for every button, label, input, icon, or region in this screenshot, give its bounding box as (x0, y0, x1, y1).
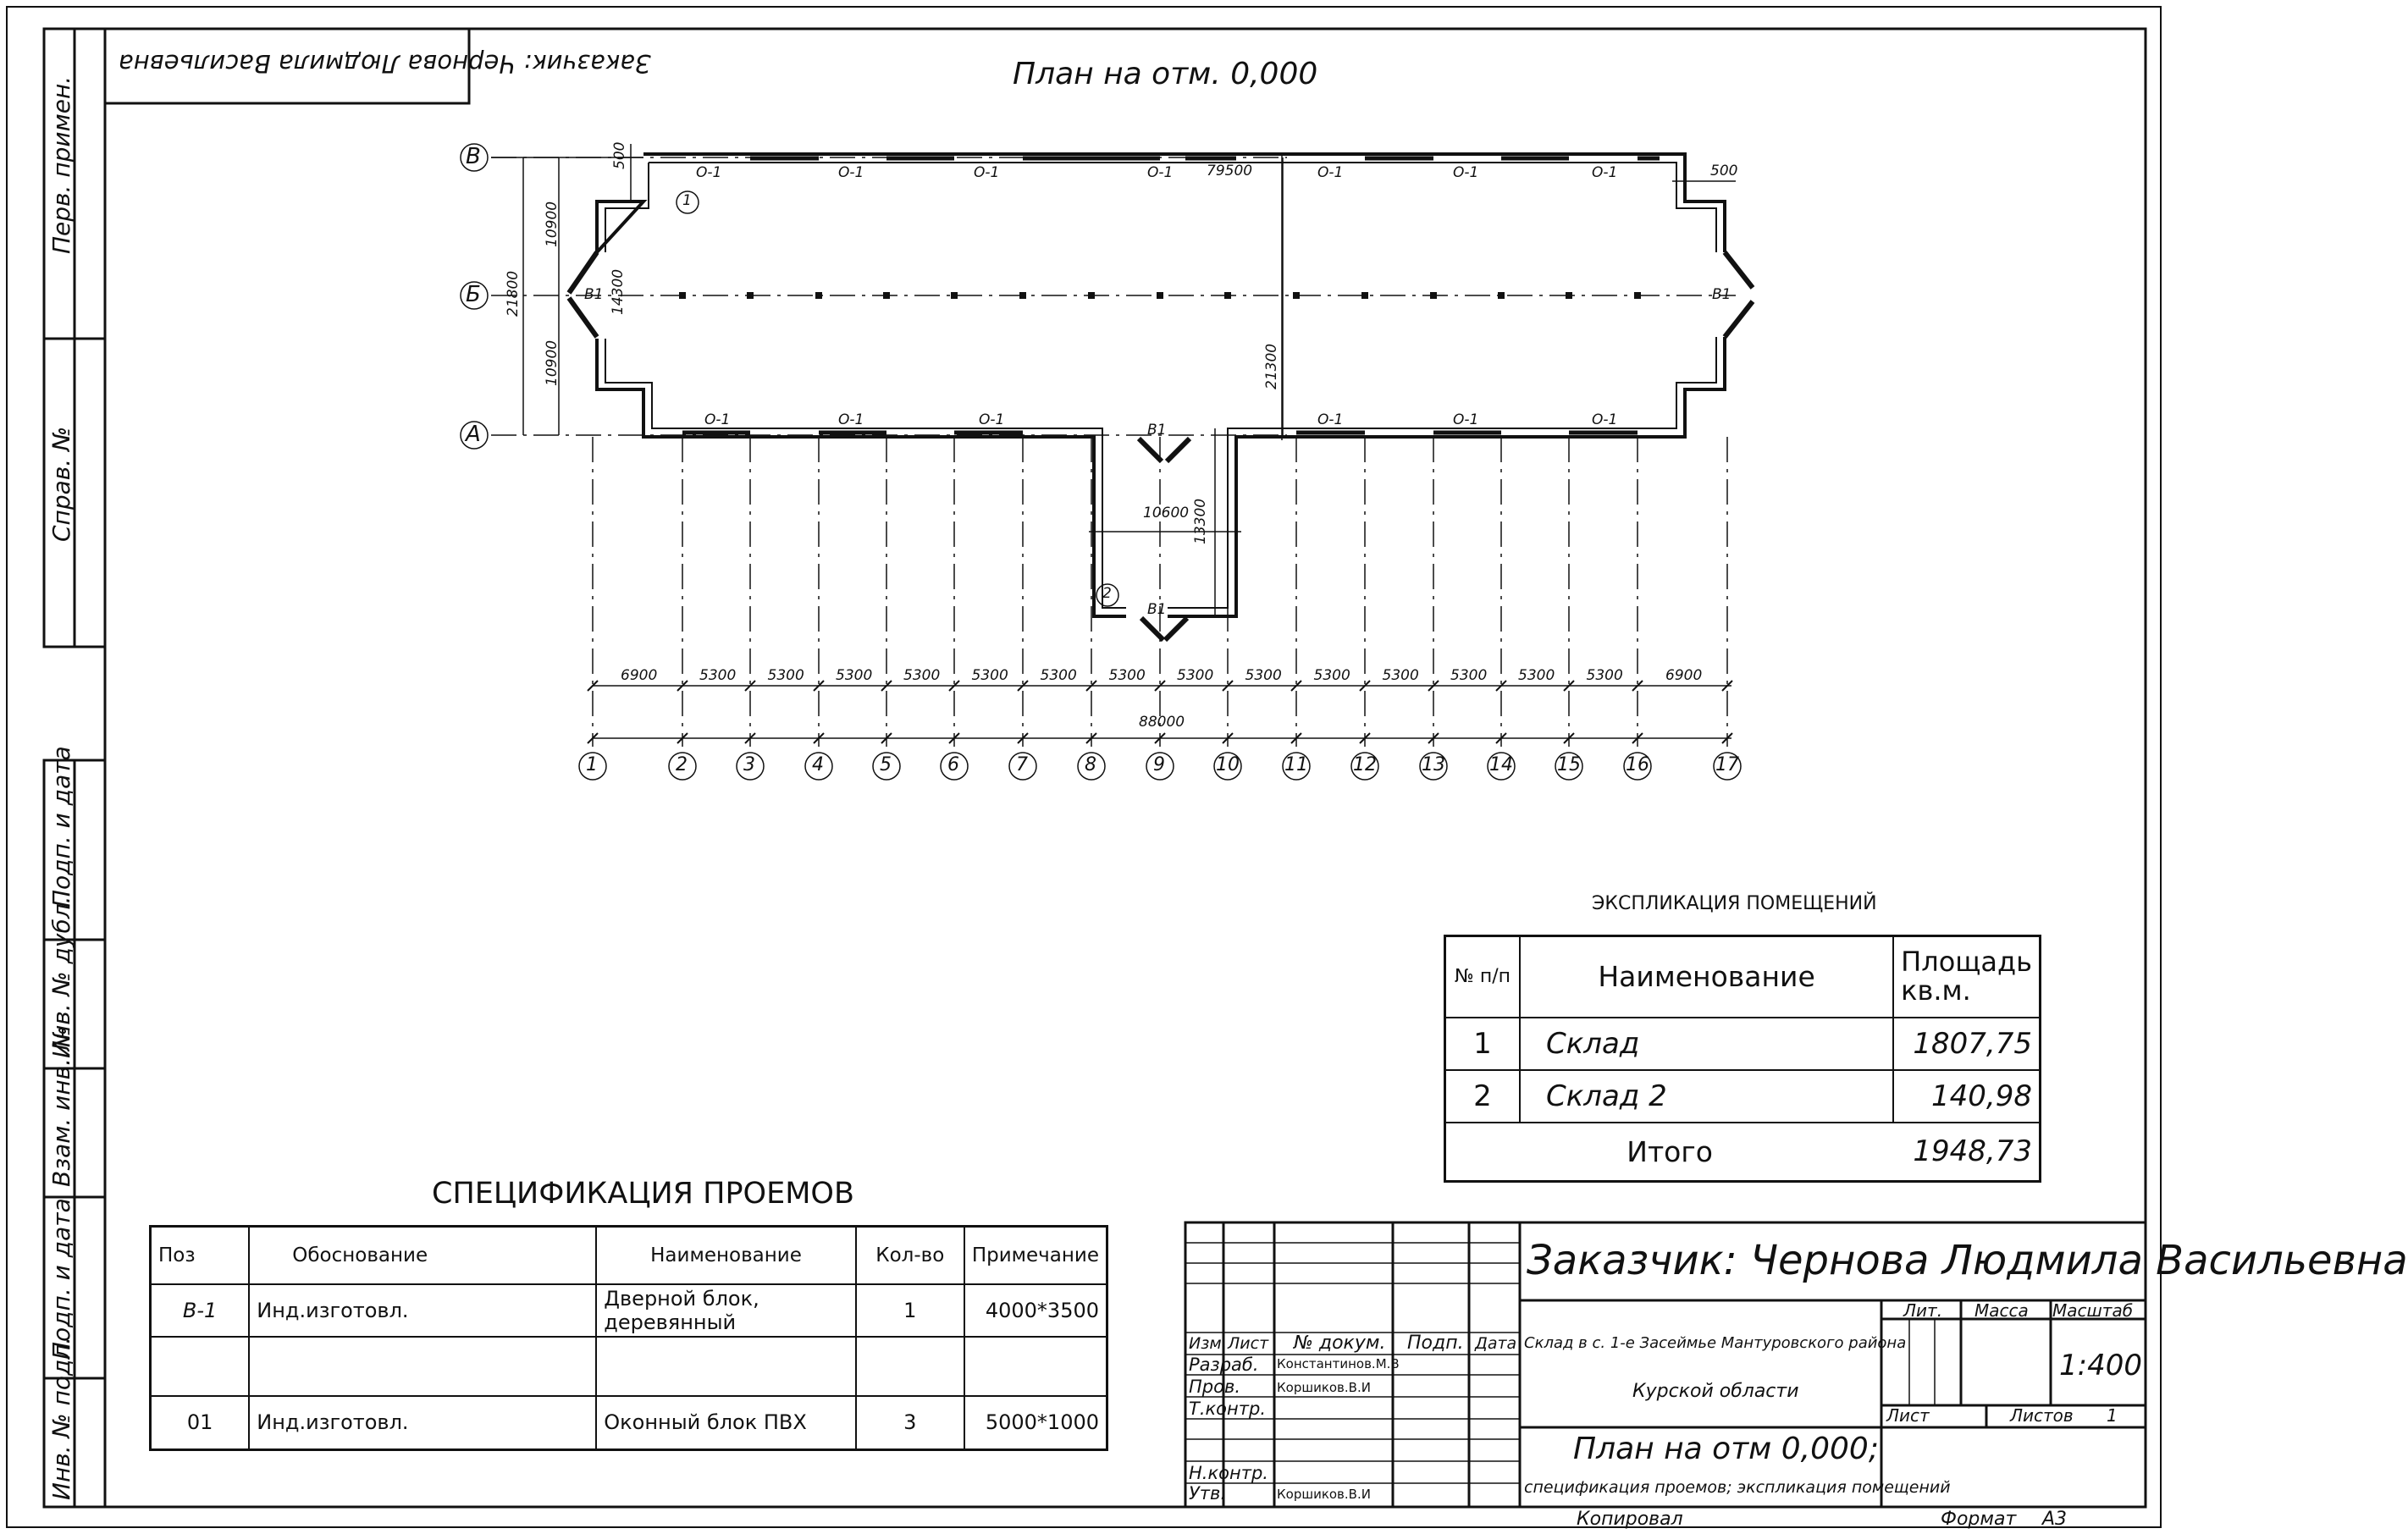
tb-object-line-1: Склад в с. 1-е Засеймье Мантуровского района (1524, 1334, 1907, 1352)
column-axis-label: 8 (1085, 754, 1096, 775)
column-axis-label: 14 (1489, 754, 1513, 775)
explication-header-num: № п/п (1445, 936, 1521, 1018)
dim-row-spacing-bottom: 10900 (544, 339, 561, 386)
tb-role: Т.контр. (1189, 1399, 1267, 1419)
window-mark: О-1 (1592, 164, 1618, 181)
column-axis-label: 5 (880, 754, 892, 775)
explication-area: 1807,75 (1893, 1018, 2040, 1070)
explication-num: 1 (1445, 1018, 1521, 1070)
dim-annex-width: 10600 (1143, 505, 1190, 521)
table-row (151, 1337, 1107, 1396)
tb-role: Утв. (1189, 1483, 1227, 1504)
door-mark: В1 (1147, 601, 1167, 618)
structural-columns (679, 292, 1641, 299)
tb-drawing-title: План на отм 0,000; (1573, 1432, 1879, 1466)
structural-column (815, 292, 822, 299)
tb-copied: Копировал (1577, 1509, 1683, 1530)
door-mark: В1 (1147, 422, 1167, 439)
spec-header-basis: Обоснование (249, 1227, 596, 1284)
explication-name: Склад (1520, 1018, 1893, 1070)
column-axis-lines (593, 437, 1727, 747)
tb-col-data: Дата (1475, 1334, 1517, 1353)
column-spacing-label: 5300 (1586, 667, 1623, 684)
column-axis-label: 7 (1016, 754, 1028, 775)
window-mark: О-1 (974, 164, 1000, 181)
column-spacing-label: 5300 (836, 667, 873, 684)
column-spacing-label: 5300 (1108, 667, 1146, 684)
spec-name: Дверной блок, деревянный (596, 1284, 855, 1337)
window-mark: О-1 (1453, 411, 1479, 428)
structural-column (747, 292, 754, 299)
column-axis-label: 9 (1153, 754, 1165, 775)
spec-note: 5000*1000 (964, 1396, 1107, 1450)
floor-plan (461, 141, 1753, 780)
door-mark: В1 (1712, 286, 1731, 303)
room-2-label: 2 (1102, 585, 1112, 602)
tb-lit-label: Лит. (1903, 1300, 1943, 1321)
column-spacing-label: 5300 (1518, 667, 1555, 684)
explication-table (1444, 935, 2041, 1183)
structural-column (1430, 292, 1437, 299)
column-spacing-label: 5300 (1313, 667, 1350, 684)
column-spacing-label: 5300 (1177, 667, 1214, 684)
dim-top-length: 79500 (1207, 163, 1253, 179)
spec-pos: В-1 (151, 1284, 250, 1337)
column-axis-label: 10 (1216, 754, 1240, 775)
plan-title: План на отм. 0,000 (1013, 57, 1318, 91)
spec-basis: Инд.изготовл. (249, 1396, 596, 1450)
table-row (151, 1284, 1107, 1337)
explication-area: 140,98 (1893, 1070, 2040, 1123)
spec-note: 4000*3500 (964, 1284, 1107, 1337)
window-mark: О-1 (1592, 411, 1618, 428)
tb-person: Константинов.М.В (1277, 1356, 1400, 1371)
column-axis-label: 3 (743, 754, 755, 775)
structural-column (1157, 292, 1163, 299)
tb-person: Коршиков.В.И (1277, 1487, 1371, 1502)
spec-basis (249, 1337, 596, 1396)
structural-column (883, 292, 890, 299)
tb-col-list: Лист (1228, 1334, 1269, 1353)
column-axis-label: 16 (1626, 754, 1649, 775)
side-label-podp-data-2: Подп. и дата (47, 1198, 75, 1360)
dim-total-length: 88000 (1139, 714, 1185, 731)
side-label-podp-data-1: Подп. и дата (47, 746, 75, 908)
structural-column (1293, 292, 1300, 299)
column-spacing-label: 5300 (971, 667, 1008, 684)
dimension-lines (491, 141, 1736, 738)
spec-qty: 1 (856, 1284, 964, 1337)
column-axis-label: 15 (1557, 754, 1581, 775)
door-mark: В1 (584, 286, 604, 303)
column-spacing-label: 5300 (767, 667, 804, 684)
window-mark: О-1 (979, 411, 1005, 428)
tb-drawing-subtitle: спецификация проемов; экспликация помещений (1524, 1478, 1951, 1497)
spec-name: Оконный блок ПВХ (596, 1396, 855, 1450)
spec-header-note: Примечание (964, 1227, 1107, 1284)
spec-note (964, 1337, 1107, 1396)
side-label-perv-primen: Перв. примен. (47, 75, 75, 254)
side-label-inv-dubl: Инв. № дубл. (47, 896, 75, 1058)
column-axis-label: 2 (676, 754, 688, 775)
tb-role: Пров. (1189, 1377, 1241, 1397)
structural-column (1224, 292, 1231, 299)
explication-total-label: Итого (1445, 1123, 1894, 1182)
tb-col-podp: Подп. (1407, 1333, 1464, 1354)
window-mark: О-1 (838, 164, 864, 181)
explication-title: ЭКСПЛИКАЦИЯ ПОМЕЩЕНИЙ (1592, 893, 1877, 914)
table-row (151, 1396, 1107, 1450)
column-axis-label: 17 (1715, 754, 1739, 775)
window-mark: О-1 (1317, 164, 1344, 181)
side-label-vzam-inv: Взам. инв. № (47, 1025, 75, 1187)
dim-row-spacing-top: 10900 (544, 201, 561, 247)
column-spacing-label: 5300 (699, 667, 737, 684)
tb-scale-label: Масштаб (2052, 1300, 2134, 1321)
row-axis-label: Б (466, 282, 481, 307)
column-axis-label: 6 (947, 754, 959, 775)
tb-sheets-value: 1 (2107, 1405, 2118, 1426)
structural-column (1088, 292, 1095, 299)
column-spacing-label: 6900 (1665, 667, 1703, 684)
explication-header-name: Наименование (1520, 936, 1893, 1018)
tb-mass-label: Масса (1974, 1300, 2029, 1321)
tb-person: Коршиков.В.И (1277, 1380, 1371, 1395)
spec-header-name: Наименование (596, 1227, 855, 1284)
window-mark: О-1 (1453, 164, 1479, 181)
tb-scale-value: 1:400 (2059, 1349, 2142, 1382)
explication-name: Склад 2 (1520, 1070, 1893, 1123)
tb-format-value: А3 (2042, 1509, 2068, 1530)
tb-object-line-2: Курской области (1632, 1381, 1799, 1402)
row-axis-lines (491, 152, 1736, 440)
window-mark: О-1 (696, 164, 722, 181)
column-spacing-label: 5300 (903, 667, 941, 684)
column-axis-label: 13 (1422, 754, 1445, 775)
window-mark: О-1 (838, 411, 864, 428)
spec-pos (151, 1337, 250, 1396)
tb-col-doc-no: № докум. (1294, 1333, 1386, 1354)
title-block-customer: Заказчик: Чернова Людмила Васильевна (1527, 1237, 2408, 1284)
window-mark: О-1 (704, 411, 731, 428)
structural-column (1361, 292, 1368, 299)
tb-col-izm: Изм. (1189, 1334, 1227, 1353)
tb-sheet-label: Лист (1886, 1405, 1930, 1426)
tb-role: Н.контр. (1189, 1463, 1268, 1483)
table-row (1445, 1018, 2041, 1070)
structural-column (679, 292, 686, 299)
tb-sheets-label: Листов (2010, 1405, 2074, 1426)
window-mark: О-1 (1147, 164, 1174, 181)
spec-qty: 3 (856, 1396, 964, 1450)
spec-name (596, 1337, 855, 1396)
dim-overall-width: 21800 (505, 270, 522, 317)
dim-overhang-top: 500 (611, 141, 628, 169)
room-1-label: 1 (682, 192, 692, 209)
tb-format-label: Формат (1941, 1509, 2017, 1530)
structural-column (1566, 292, 1572, 299)
customer-stamp-text: Заказчик: Чернова Людмила Васильевна (119, 49, 651, 78)
window-mark: О-1 (1317, 411, 1344, 428)
dim-annex-depth: 13300 (1192, 498, 1209, 544)
spec-qty (856, 1337, 964, 1396)
structural-column (1634, 292, 1641, 299)
tb-role: Разраб. (1189, 1355, 1259, 1375)
column-spacing-label: 5300 (1382, 667, 1419, 684)
dim-inner-width: 14300 (610, 268, 627, 315)
structural-column (1498, 292, 1505, 299)
row-axis-label: В (466, 144, 481, 169)
column-axis-label: 1 (586, 754, 598, 775)
side-label-sprav-no: Справ. № (47, 426, 75, 542)
column-spacing-label: 6900 (621, 667, 658, 684)
row-axis-label: А (466, 422, 481, 447)
column-spacing-label: 5300 (1450, 667, 1488, 684)
spec-header-pos: Поз (151, 1227, 250, 1284)
structural-column (1019, 292, 1026, 299)
building-walls (569, 154, 1753, 640)
spec-header-qty: Кол-во (856, 1227, 964, 1284)
column-spacing-label: 5300 (1245, 667, 1282, 684)
explication-num: 2 (1445, 1070, 1521, 1123)
side-label-inv-podl: Инв. № подл. (47, 1336, 75, 1500)
column-axis-label: 4 (812, 754, 824, 775)
dim-inner-height-right: 21300 (1263, 343, 1280, 389)
spec-pos: 01 (151, 1396, 250, 1450)
dim-overhang-right: 500 (1710, 163, 1738, 179)
explication-header-area: Площадь кв.м. (1893, 936, 2040, 1018)
specification-table (149, 1225, 1108, 1451)
column-axis-label: 12 (1353, 754, 1377, 775)
explication-total-value: 1948,73 (1893, 1123, 2040, 1182)
structural-column (951, 292, 958, 299)
column-axis-label: 11 (1284, 754, 1308, 775)
spec-basis: Инд.изготовл. (249, 1284, 596, 1337)
table-row (1445, 1070, 2041, 1123)
column-spacing-label: 5300 (1040, 667, 1077, 684)
specification-title: СПЕЦИФИКАЦИЯ ПРОЕМОВ (432, 1177, 854, 1211)
